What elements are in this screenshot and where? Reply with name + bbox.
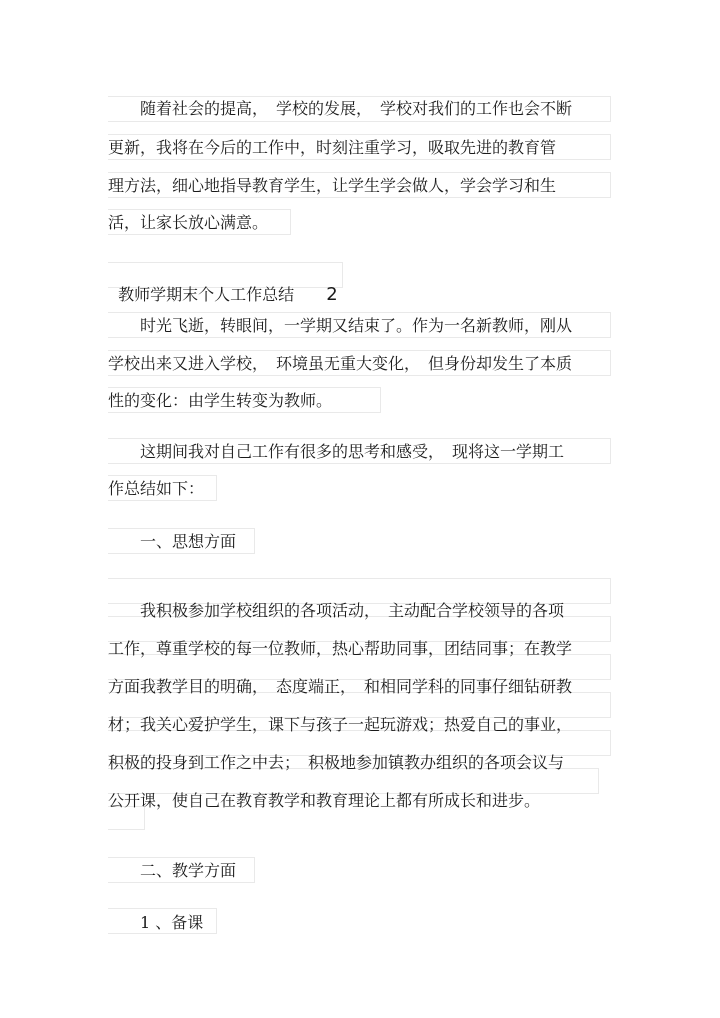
subsection-heading: 1 、备课 <box>108 913 204 932</box>
para3-line-6: 公开课，使自己在教育教学和教育理论上都有所成长和进步。 <box>108 791 541 810</box>
para3-line-1: 我积极参加学校组织的各项活动， 主动配合学校领导的各项 <box>108 601 565 620</box>
para1-line-2: 学校出来又进入学校， 环境虽无重大变化， 但身份却发生了本质 <box>108 354 573 373</box>
para2-line-2: 作总结如下： <box>108 479 205 498</box>
section1-heading: 一、思想方面 <box>108 532 237 551</box>
intro-line-1: 随着社会的提高， 学校的发展， 学校对我们的工作也会不断 <box>108 99 573 118</box>
para1-line-1: 时光飞逝，转眼间，一学期又结束了。作为一名新教师，刚从 <box>108 316 573 335</box>
section2-heading: 二、教学方面 <box>108 861 237 880</box>
para3-line-5: 积极的投身到工作之中去； 积极地参加镇教办组织的各项会议与 <box>108 753 565 772</box>
para1-line-3: 性的变化：由学生转变为教师。 <box>108 391 333 410</box>
intro-line-3: 理方法，细心地指导教育学生，让学生学会做人，学会学习和生 <box>108 176 557 195</box>
para3-line-4: 材；我关心爱护学生，课下与孩子一起玩游戏；热爱自己的事业， <box>108 715 573 734</box>
para3-line-3: 方面我教学目的明确， 态度端正， 和相同学科的同事仔细钻研教 <box>108 677 573 696</box>
document-title <box>108 265 338 305</box>
para2-line-1: 这期间我对自己工作有很多的思考和感受， 现将这一学期工 <box>108 442 565 461</box>
para3-line-2: 工作，尊重学校的每一位教师，热心帮助同事，团结同事；在教学 <box>108 639 573 658</box>
title-text: 教师学期末个人工作总结 <box>118 285 327 304</box>
title-number: 2 <box>326 284 338 305</box>
intro-line-2: 更新，我将在今后的工作中，时刻注重学习，吸取先进的教育管 <box>108 138 557 157</box>
intro-line-4: 活，让家长放心满意。 <box>108 213 269 232</box>
